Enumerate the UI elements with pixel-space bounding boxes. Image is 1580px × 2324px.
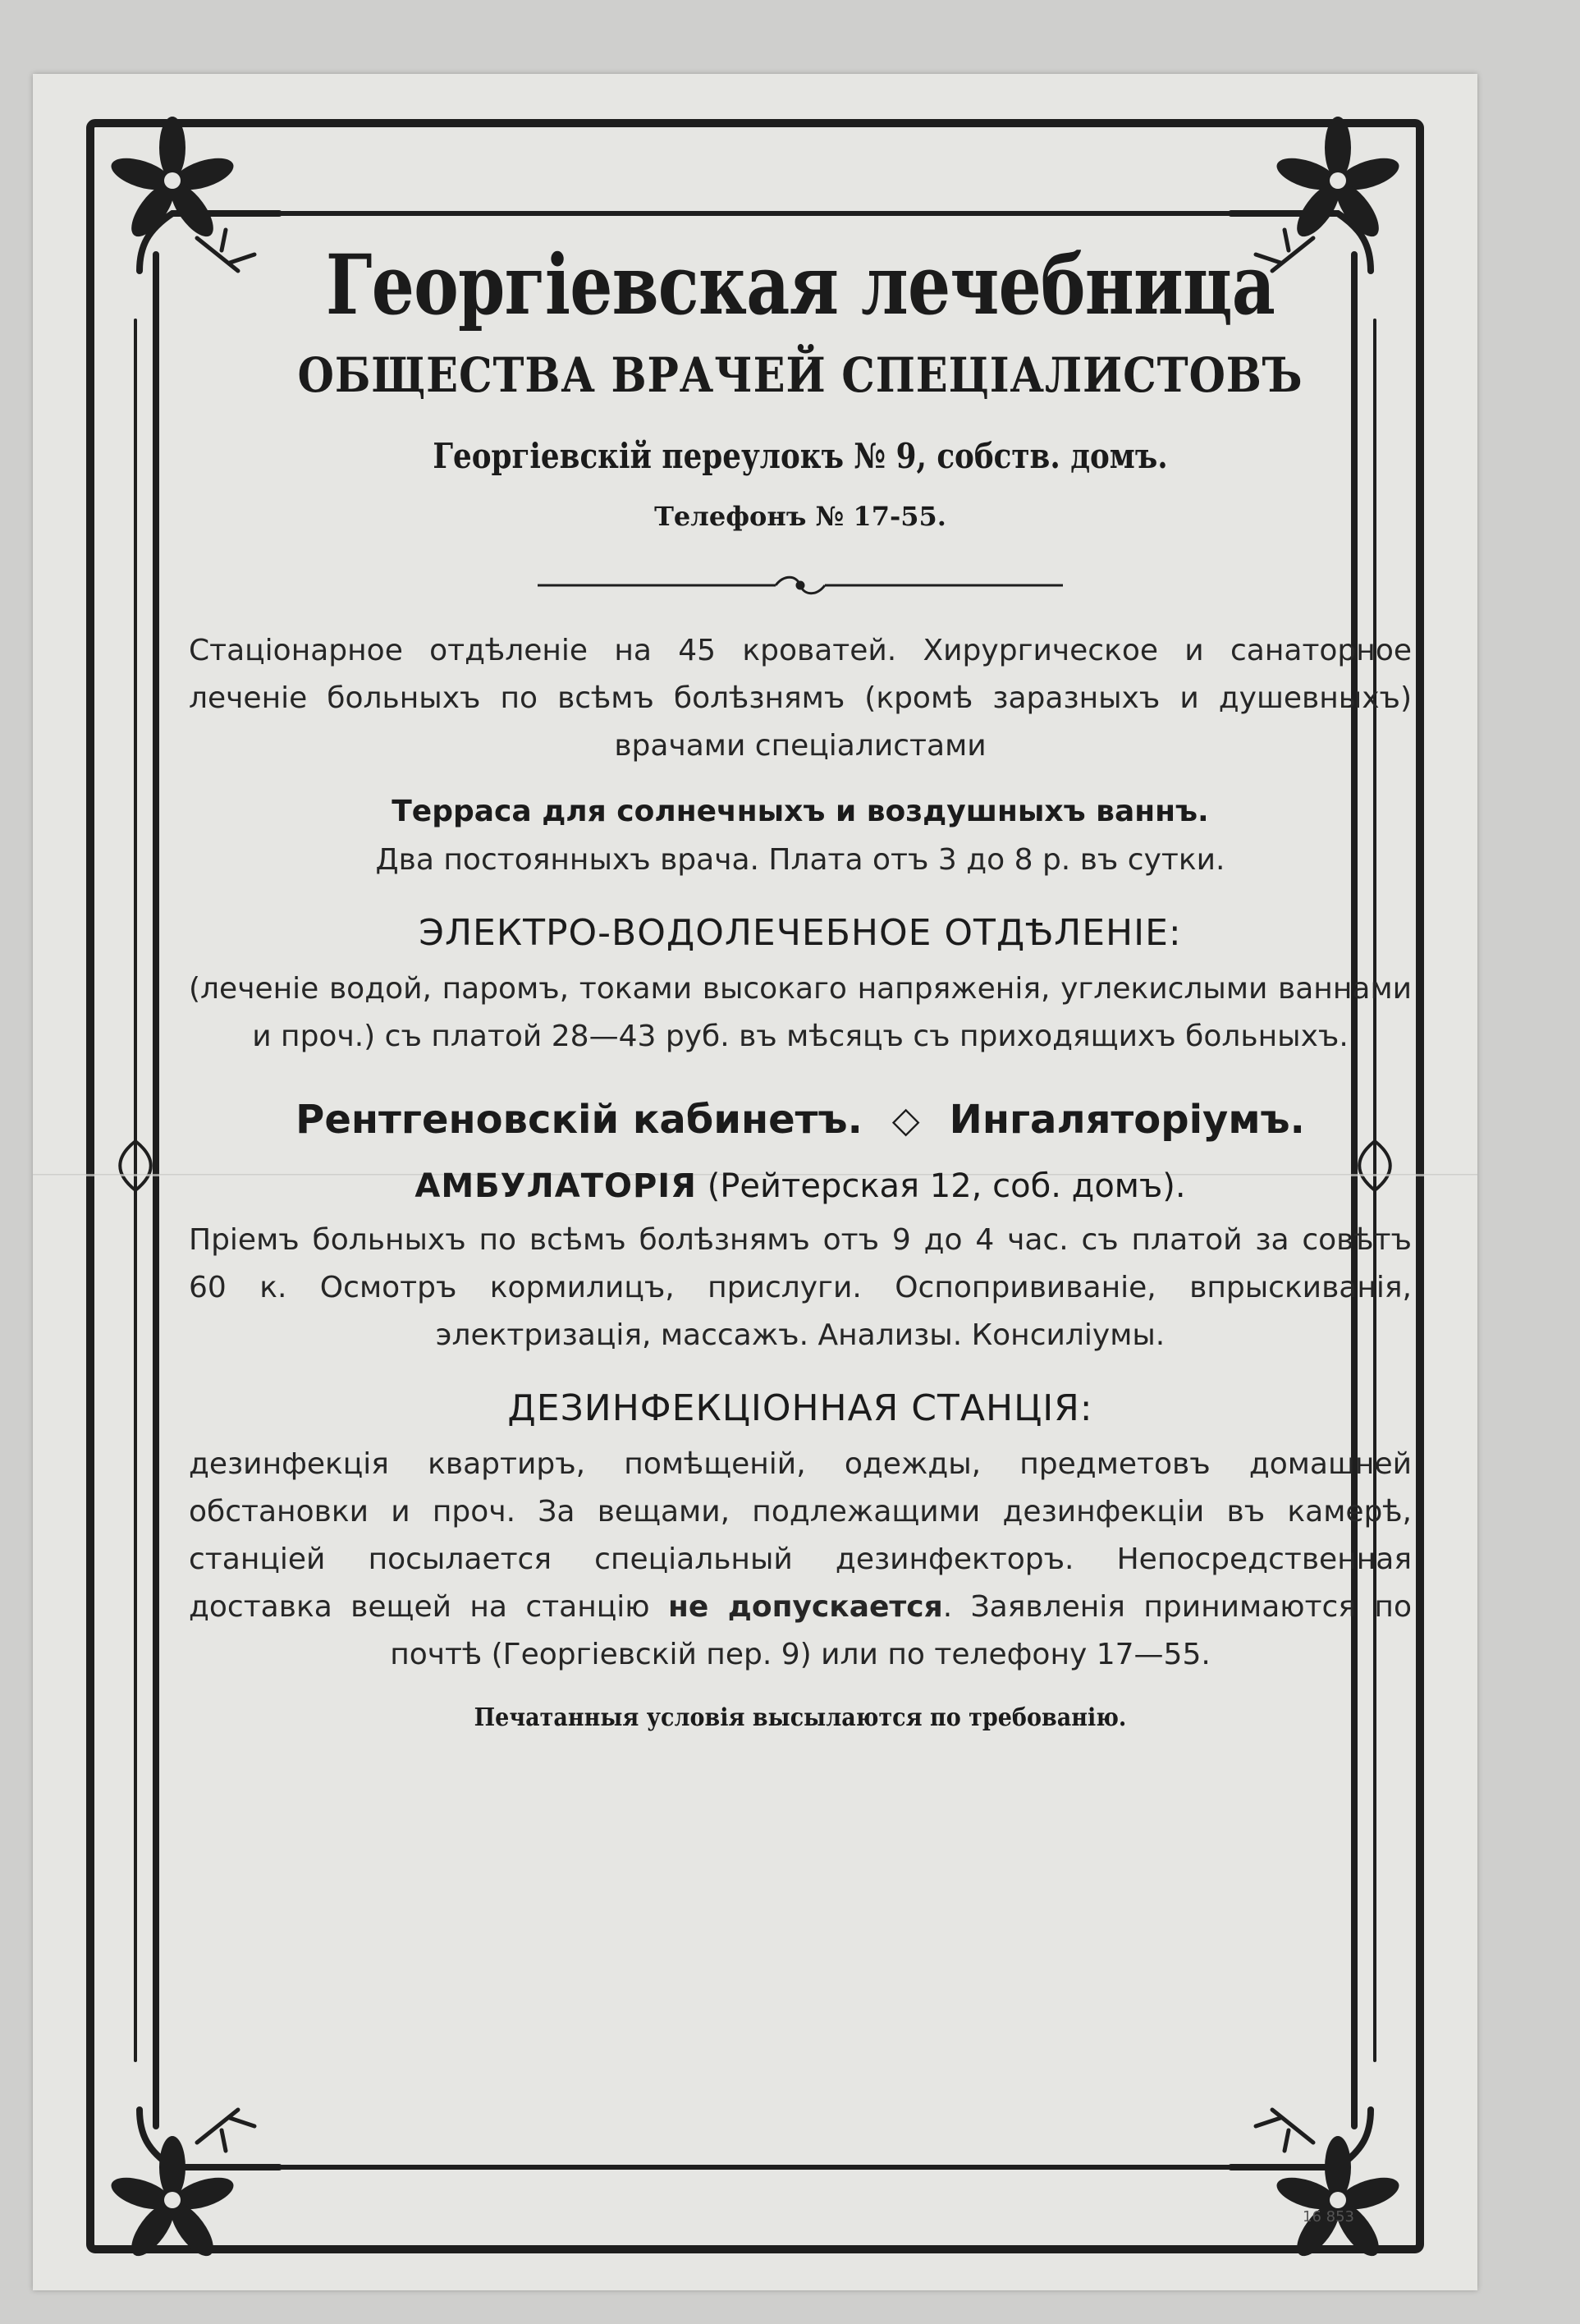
terrace-heading: Терраса для солнечныхъ и воздушныхъ ваннъ. (392, 795, 1209, 828)
electro-paragraph: (леченіе водой, паромъ, токами высокаго напряженія, углекислыми ваннами и проч.) съ платой 28—43 руб. въ мѣсяцъ съ приходящихъ больныхъ. (189, 972, 1412, 1053)
clinic-address: Георгіевскій переулокъ № 9, собств. домъ. (433, 436, 1168, 476)
divider-ornament (538, 573, 1063, 598)
printer-mark: 16 853 (1303, 2208, 1354, 2225)
clinic-subtitle: ОБЩЕСТВА ВРАЧЕЙ СПЕЦІАЛИСТОВЪ (297, 347, 1303, 403)
disinfection-paragraph (189, 1441, 1412, 1679)
document-sheet (33, 74, 1477, 2290)
disinfection-text-part-1: дезинфекція квартиръ, помѣщеній, одежды, предметовъ домашней обстановки и проч. За вещами, подлежащими дезинфекціи въ камерѣ, станціей посылается спеціальный дезинфекторъ. Непосредственная доставка вещей на станцію (189, 1447, 1412, 1624)
disinfection-section-title: ДЕЗИНФЕКЦІОННАЯ СТАНЦІЯ: (507, 1387, 1093, 1429)
diamond-separator-icon: ◇ (891, 1098, 920, 1141)
electro-section-title: ЭЛЕКТРО-ВОДОЛЕЧЕБНОЕ ОТДѢЛЕНІЕ: (419, 912, 1182, 954)
ambulatory-address: (Рейтерская 12, соб. домъ). (707, 1167, 1186, 1205)
disinfection-emphasis: не допускается (667, 1590, 943, 1624)
ambulatory-paragraph: Пріемъ больныхъ по всѣмъ болѣзнямъ отъ 9 до 4 час. съ платой за совѣтъ 60 к. Осмотръ кормилицъ, прислуги. Оспопрививаніе, впрыскиванія, электризація, массажъ. Анализы. Консиліумы. (189, 1223, 1412, 1352)
clinic-title: Георгіевская лечебница (325, 236, 1275, 333)
ambulatory-title: АМБУЛАТОРІЯ (414, 1167, 697, 1205)
disinfection-text-part-2: . Заявленія принимаются по почтѣ (Георгіевскій пер. 9) или по телефону 17—55. (390, 1590, 1412, 1671)
ambulatory-heading (189, 1167, 1412, 1205)
stationary-paragraph: Стаціонарное отдѣленіе на 45 кроватей. Хирургическое и санаторное леченіе больныхъ по всѣмъ болѣзнямъ (кромѣ заразныхъ и душевныхъ) врачами спеціалистами (189, 634, 1412, 763)
xray-inhalatorium-row (189, 1097, 1412, 1143)
xray-label: Рентгеновскій кабинетъ. (295, 1097, 863, 1143)
advertisement-body (189, 189, 1412, 1732)
footer-note: Печатанныя условія высылаются по требованію. (474, 1703, 1127, 1732)
clinic-phone: Телефонъ № 17-55. (654, 501, 946, 532)
inhalatorium-label: Ингаляторіумъ. (949, 1097, 1305, 1143)
doctors-paragraph: Два постоянныхъ врача. Плата отъ 3 до 8 р. въ сутки. (375, 843, 1225, 877)
